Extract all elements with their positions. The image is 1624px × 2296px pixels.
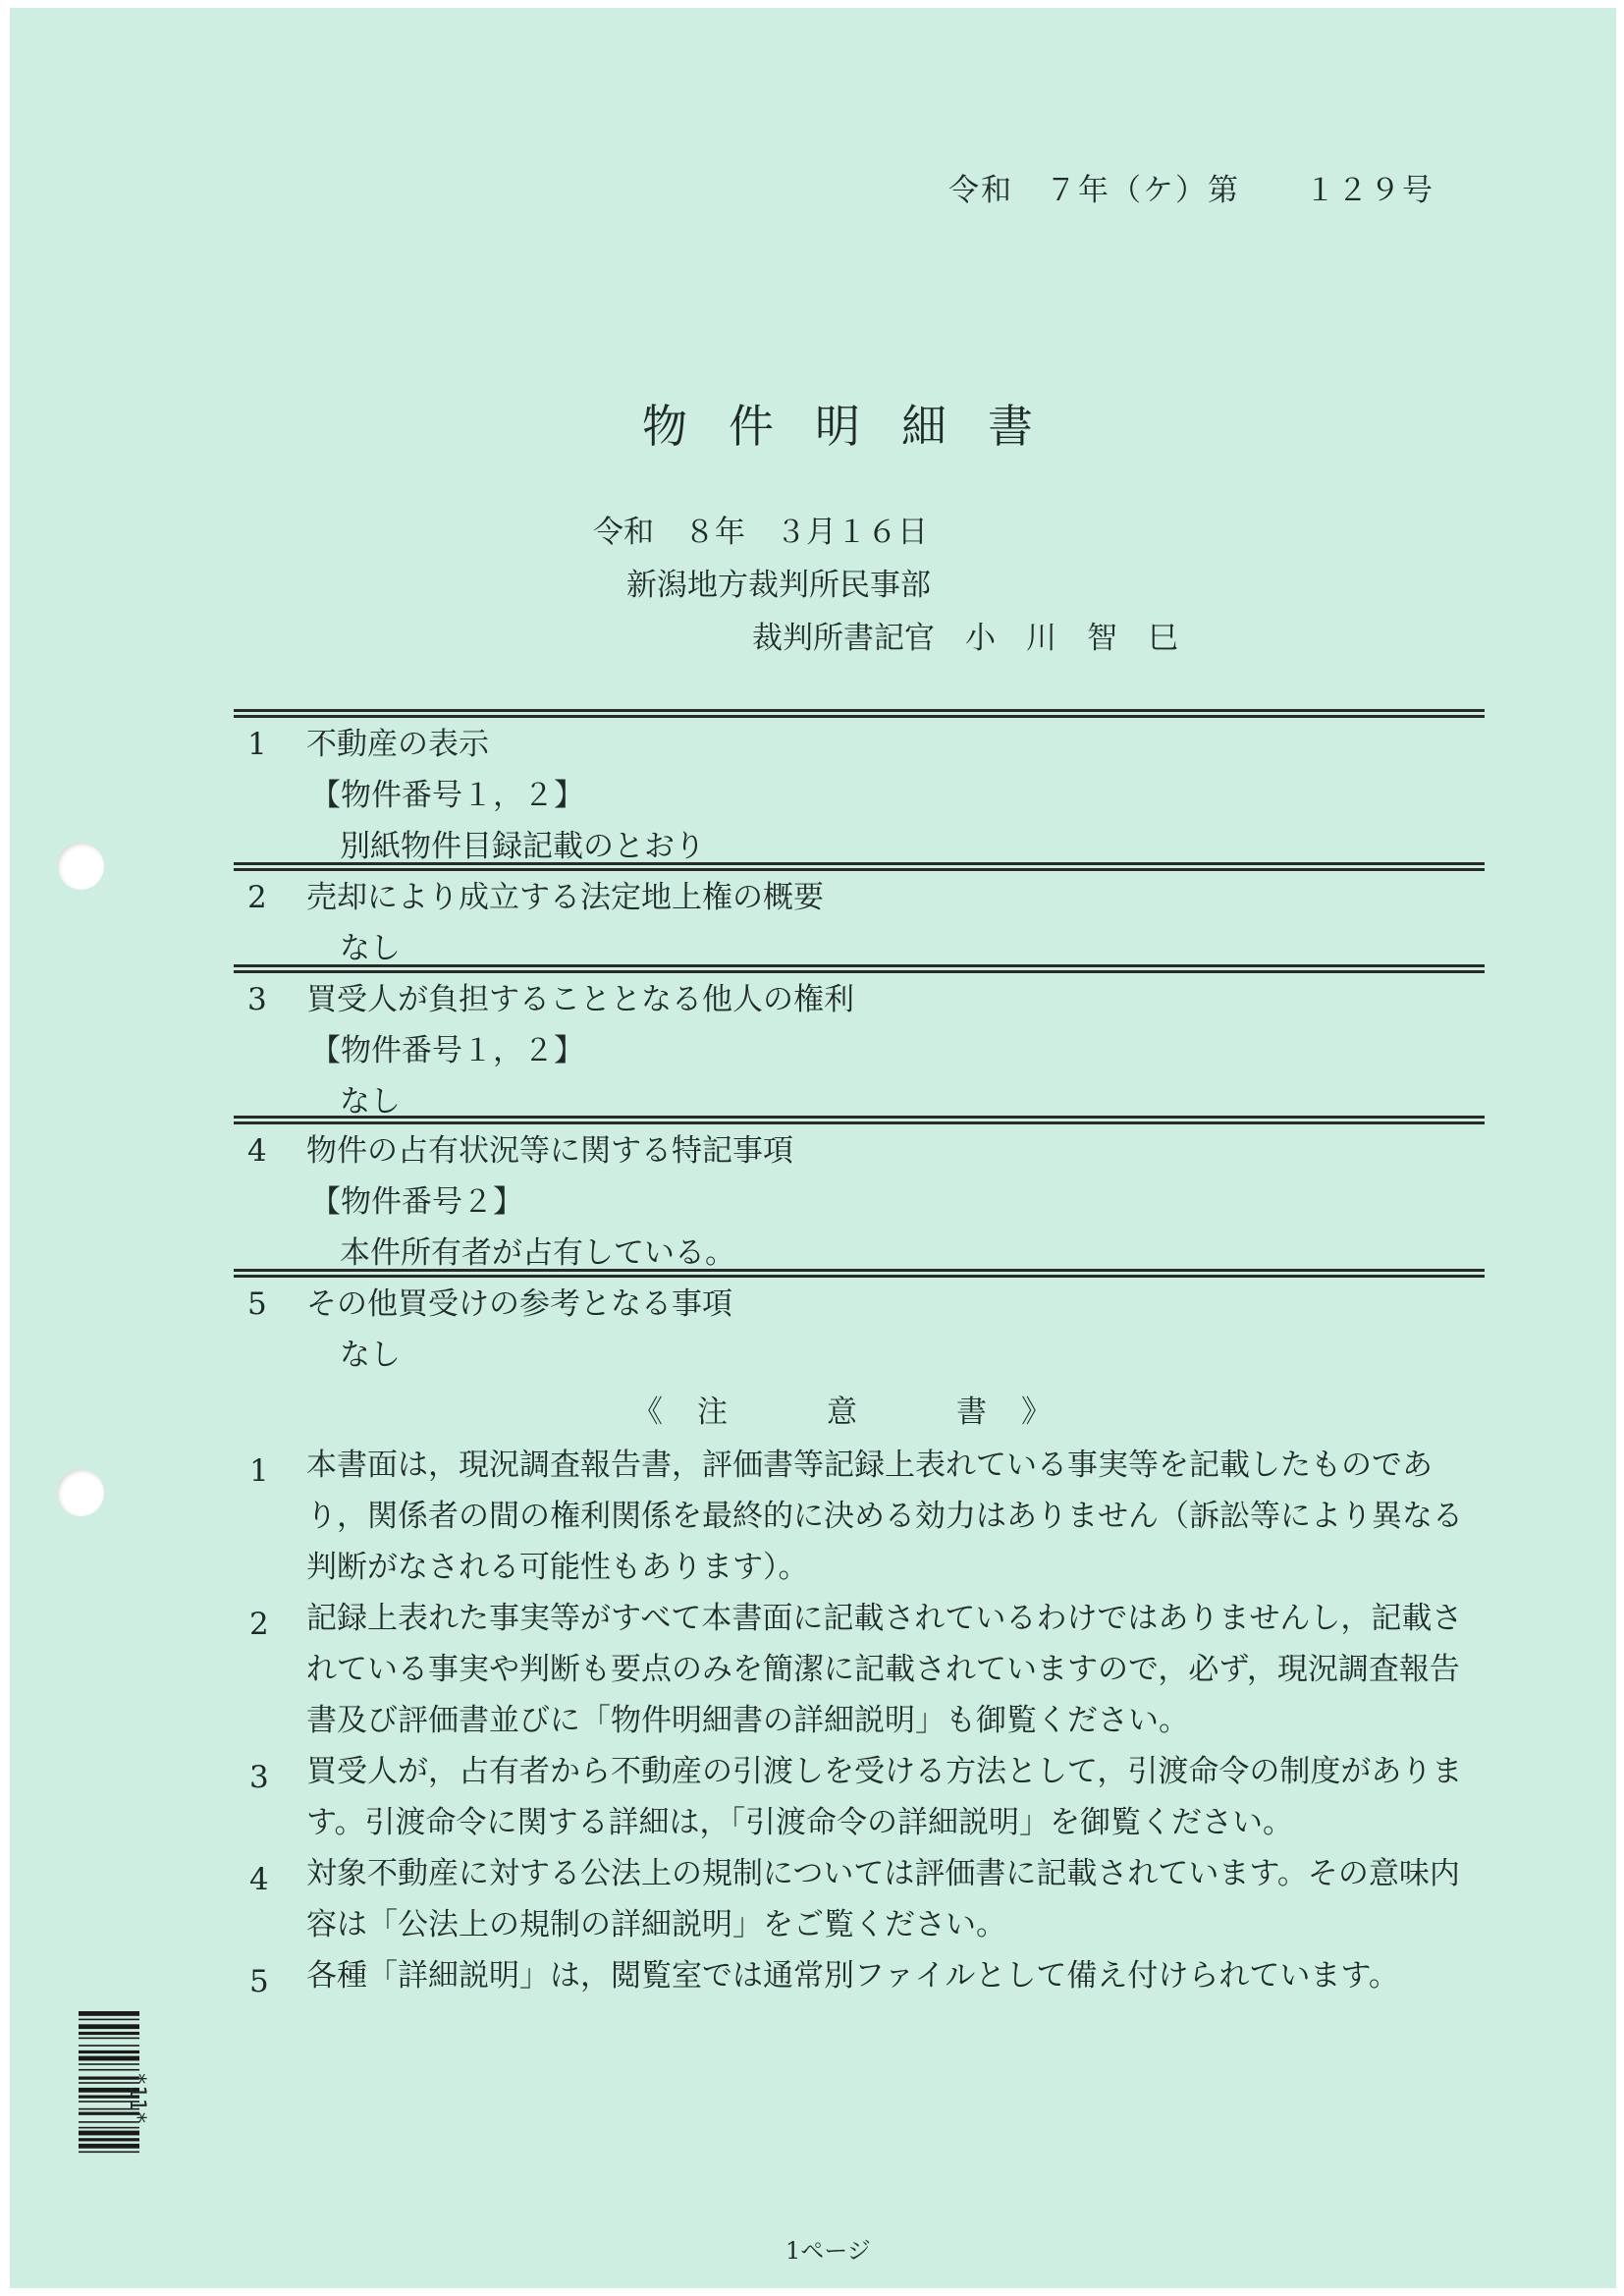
- document-title: 物件明細書: [642, 400, 1074, 453]
- punch-hole: [57, 843, 104, 890]
- notice-title: 《 注 意 書 》: [632, 1394, 1054, 1430]
- section-line: 【物件番号２】: [310, 1184, 523, 1220]
- section-heading: 不動産の表示: [306, 727, 489, 762]
- section-line: 【物件番号１，２】: [310, 1033, 584, 1068]
- section-number: 3: [247, 982, 267, 1017]
- section-number: 1: [247, 727, 267, 762]
- notice-text: 本書面は，現況調査報告書，評価書等記録上表れている事実等を記載したものであり，関係者の間の権利関係を最終的に決める効力はありません（訴訟等により異なる判断がなされる可能性もあります）。: [306, 1448, 1463, 1585]
- section-divider: [234, 1116, 1485, 1124]
- page-number: 1ページ: [785, 2237, 871, 2265]
- court-name: 新潟地方裁判所民事部: [626, 568, 931, 603]
- section-heading: 売却により成立する法定地上権の概要: [306, 880, 824, 915]
- section-heading: その他買受けの参考となる事項: [306, 1286, 732, 1322]
- court-clerk: 裁判所書記官 小 川 智 巳: [752, 621, 1178, 656]
- section-number: 4: [247, 1133, 267, 1169]
- section-number: 2: [247, 880, 267, 915]
- notice-text: 買受人が，占有者から不動産の引渡しを受ける方法として，引渡命令の制度があります。引渡命令に関する詳細は，「引渡命令の詳細説明」を御覧ください。: [306, 1754, 1463, 1840]
- notice-text: 対象不動産に対する公法上の規制については評価書に記載されています。その意味内容は「公法上の規制の詳細説明」をご覧ください。: [306, 1856, 1460, 1942]
- notice-number: 2: [249, 1607, 269, 1642]
- section-heading: 買受人が負担することとなる他人の権利: [306, 982, 854, 1017]
- section-line: 別紙物件目録記載のとおり: [340, 829, 705, 864]
- notice-number: 3: [249, 1760, 269, 1795]
- section-line: なし: [340, 931, 401, 966]
- notice-number: 5: [249, 1964, 269, 1999]
- notice-number: 1: [249, 1453, 269, 1489]
- section-line: なし: [340, 1338, 401, 1373]
- section-number: 5: [247, 1286, 267, 1322]
- punch-hole: [57, 1469, 104, 1516]
- case-number: 令和 ７年（ケ）第 １２９号: [948, 173, 1435, 208]
- issue-date: 令和 ８年 ３月１６日: [593, 515, 928, 550]
- barcode-label: *11*: [125, 2072, 149, 2124]
- notice-number: 4: [249, 1862, 269, 1897]
- section-line: なし: [340, 1084, 401, 1120]
- section-divider: [234, 964, 1485, 973]
- notice-text: 各種「詳細説明」は，閲覧室では通常別ファイルとして備え付けられています。: [306, 1958, 1399, 1994]
- section-heading: 物件の占有状況等に関する特記事項: [306, 1133, 793, 1169]
- section-divider: [234, 709, 1485, 718]
- notice-text: 記録上表れた事実等がすべて本書面に記載されているわけではありませんし，記載されている事実や判断も要点のみを簡潔に記載されていますので，必ず，現況調査報告書及び評価書並びに「物件明細書の詳細説明」も御覧ください。: [306, 1601, 1463, 1738]
- section-line: 本件所有者が占有している。: [340, 1235, 735, 1271]
- section-line: 【物件番号１，２】: [310, 778, 584, 813]
